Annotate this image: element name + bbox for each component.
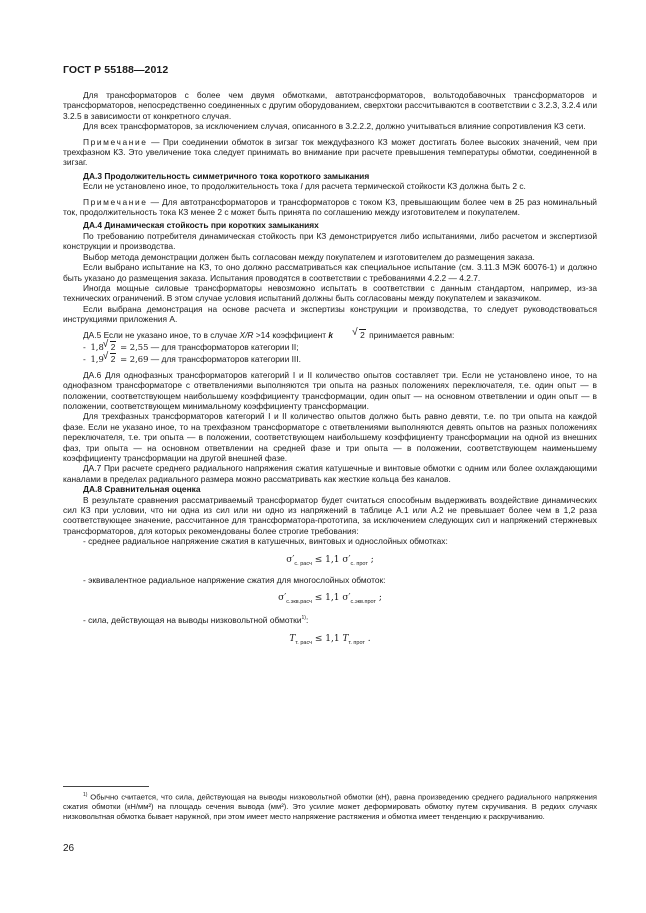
list-item: - 1,8√ 2 = 2,55 — для трансформаторов категории II; <box>63 342 597 352</box>
footnote-text: Обычно считается, что сила, действующая на выводы низковольтной обмотки (кН), равна произведению среднего радиального напряжения сжатия обмотки (кН/мм²) на площадь сечения вывода (мм²). Это усилие может деформировать обмотку путем скручивания. В редких случаях низковольтная обмотка бывает наружной, при этом имеет место напряжение растяжения и обмотка имеет тенденцию к раскручиванию. <box>63 792 597 821</box>
section-heading-da8: ДА.8 Сравнительная оценка <box>83 484 201 495</box>
section-heading-da3: ДА.3 Продолжительность симметричного тока короткого замыкания <box>83 170 370 181</box>
list-item: - эквивалентное радиальное напряжение сжатия для многослойных обмоток: <box>83 574 386 585</box>
standard-header: ГОСТ Р 55188—2012 <box>63 64 169 76</box>
paragraph: По требованию потребителя динамическая стойкость при КЗ демонстрируется либо испытаниями, либо расчетом и экспертизой конструкции и производства. <box>63 230 597 252</box>
note: Примечание — Для автотрансформаторов и трансформаторов с током КЗ, превышающим более чем в 25 раз номинальный ток, продолжительность тока КЗ менее 2 с может быть принята по соглашению между изготовителем и покупателем. <box>63 196 597 218</box>
paragraph: Для трансформаторов с более чем двумя обмотками, автотрансформаторов, вольтодобавочных трансформаторов и трансформаторов, непосредственно соединенных с другим оборудованием, сверхтоки рассчитываются в соответствии с 3.2.3, 3.2.4 или 3.2.5 в зависимости от конкретного случая. <box>63 90 597 121</box>
sqrt-symbol: √ 2 <box>104 342 117 352</box>
paragraph: В результате сравнения рассматриваемый трансформатор будет считаться способным выдерживать воздействие динамических сил КЗ при условии, что ни одна из сил или ни одно из напряжений в таблице А.1 или А.2 не превышает более чем в 1,2 раза соответствующее значение, рассчитанное для трансформатора-прототипа, за исключением следующих сил и напряжений стержневых трансформаторов, для которых рекомендованы более строгие требования: <box>63 494 597 536</box>
list-item: - 1,9√ 2 = 2,69 — для трансформаторов категории III. <box>63 354 597 364</box>
footnote-mark: 1) <box>83 792 88 798</box>
paragraph-da5: ДА.5 Если не указано иное, то в случае X/R >14 коэффициент k√ 2 принимается равным: <box>63 330 597 340</box>
page-number: 26 <box>63 843 75 854</box>
formula-3: $T_{т. расч} \le 1,1$ $T_{т. прот}$ . <box>289 633 371 646</box>
list-item: - сила, действующая на выводы низковольтной обмотки$^{1)}$: <box>83 615 309 626</box>
paragraph: ДА.6 Для однофазных трансформаторов категорий I и II количество опытов составляет три. Если не установлено иное, то на однофазном трансформаторе с ответвлениями выполняются три опыта на разных положениях переключателя, т.е. один опыт — в положении, соответствующем наибольшему коэффициенту трансформации, один опыт — на основном ответвлении и один опыт — в положении, соответствующем минимальному коэффициенту трансформации. <box>63 369 597 411</box>
sqrt-symbol: √ 2 <box>333 330 366 340</box>
note <box>63 137 597 168</box>
section-heading-da4: ДА.4 Динамическая стойкость при коротких замыканиях <box>83 220 319 231</box>
paragraph: ДА.7 При расчете среднего радиального напряжения сжатия катушечные и винтовые обмотки с одним или более охлаждающими каналами в пределах радиального размера можно рассматривать как жесткие кольца без каналов. <box>63 463 597 484</box>
note-text: — При соединении обмоток в зигзаг ток междуфазного КЗ может достигать более высоких значений, чем при трехфазном КЗ. Это увеличение тока следует принимать во внимание при расчете превышения температуры обмотки, соединенной в зигзаг. <box>63 136 597 168</box>
main-content <box>63 90 597 654</box>
paragraph: Иногда мощные силовые трансформаторы невозможно испытать в соответствии с данным стандартом, например, из-за технических ограничений. В этом случае условия испытаний должны быть согласованы между покупателем и заказчиком. <box>63 282 597 304</box>
footnote <box>63 791 597 821</box>
sqrt-symbol: √ 2 <box>104 354 117 364</box>
formula-2: $\sigma'_{с.экв.расч} \le 1,1$ $\sigma'_{с.экв.прот}$ ; <box>278 593 382 606</box>
formula-1: $\sigma'_{с. расч} \le 1,1$ $\sigma'_{с. прот}$ ; <box>286 554 374 567</box>
paragraph: Для всех трансформаторов, за исключением случая, описанного в 3.2.2.2, должно учитываться влияние сопротивления КЗ сети. <box>83 121 586 132</box>
paragraph: Если выбрано испытание на КЗ, то оно должно рассматриваться как специальное испытание (см. 3.11.3 МЭК 60076-1) и должно быть указано до размещения заказа. Испытания проводятся в соответствии с требованиями 4.2.2 — 4.2.7. <box>63 262 597 283</box>
paragraph: Если выбрана демонстрация на основе расчета и экспертизы конструкции и производства, то следует руководствоваться инструкциями приложения А. <box>63 303 597 325</box>
footnote-divider <box>63 786 149 787</box>
list-item: - среднее радиальное напряжение сжатия в катушечных, винтовых и однослойных обмотках: <box>83 536 448 547</box>
paragraph: Если не установлено иное, то продолжительность тока I для расчета термической стойкости КЗ должна быть 2 с. <box>83 181 526 192</box>
paragraph: Выбор метода демонстрации должен быть согласован между покупателем и изготовителем до размещения заказа. <box>83 251 535 262</box>
note-lead: Примечание <box>83 136 148 147</box>
paragraph: Для трехфазных трансформаторов категорий I и II количество опытов должно быть равно девяти, т.е. по три опыта на каждой фазе. Если не указано иное, то на трехфазном трансформаторе с ответвлениями выполняются девять опытов на разных положениях переключателя, т.е. три опыта — в положении, соответствующем наибольшему коэффициенту трансформации на одной из внешних фаз, три опыта — на основном ответвлении на средней фазе и три опыта — в положении, соответствующем наименьшему коэффициенту трансформации на другой внешней фазе. <box>63 411 597 463</box>
